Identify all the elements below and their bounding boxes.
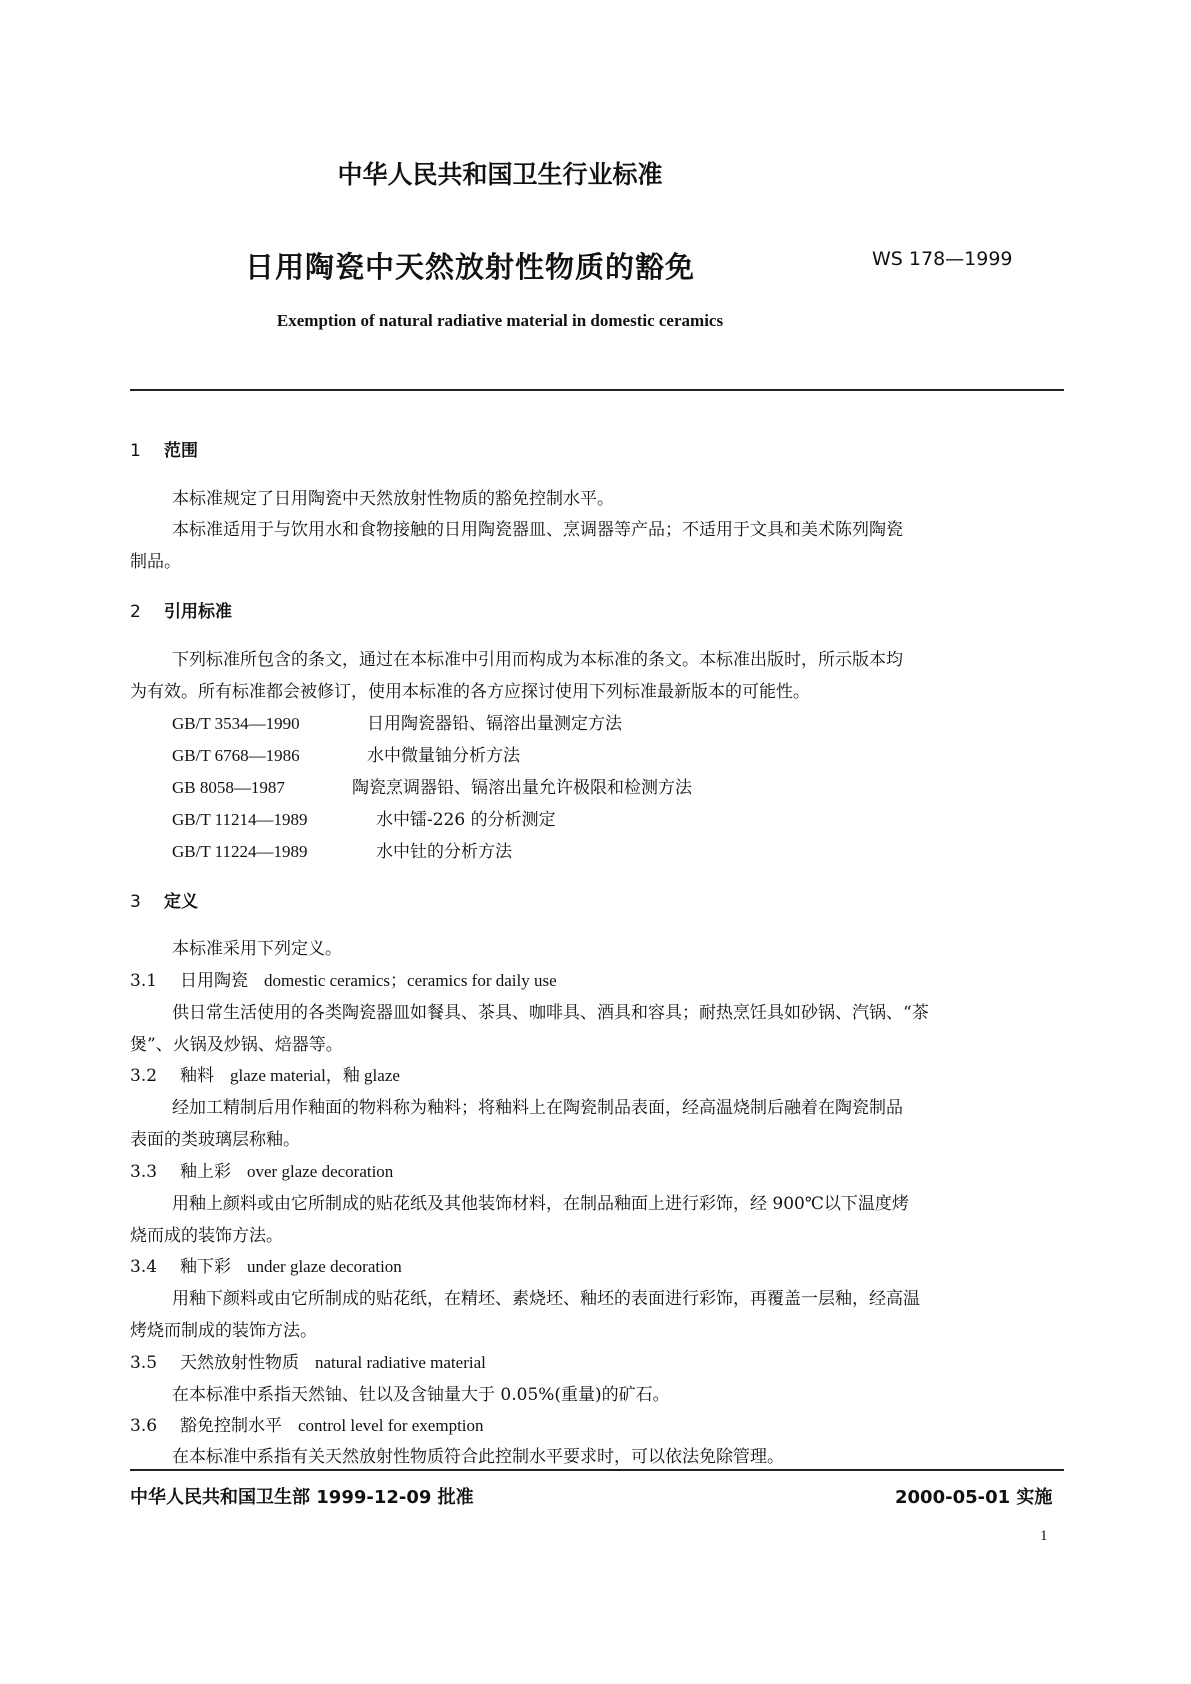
definition-number: 3.5 [130,1353,158,1373]
reference-item [172,805,556,830]
definition-number: 3.6 [130,1416,158,1436]
reference-code: GB/T 11214—1989 [172,810,308,829]
definition-term [130,1348,486,1373]
definition-term [130,1157,393,1182]
paragraph: 为有效。所有标准都会被修订，使用本标准的各方应探讨使用下列标准最新版本的可能性。 [130,682,810,702]
reference-title: 水中微量铀分析方法 [367,746,520,766]
definition-term [130,1061,400,1086]
reference-title: 陶瓷烹调器铅、镉溶出量允许极限和检测方法 [352,778,692,798]
definition-text: 在本标准中系指天然铀、钍以及含铀量大于 0.05%(重量)的矿石。 [172,1385,670,1405]
section-1-heading [130,436,198,461]
definition-text: 表面的类玻璃层称釉。 [130,1130,300,1150]
definition-term [130,1252,402,1277]
term-chinese: 釉上彩 [180,1162,231,1182]
section-number: 2 [130,602,141,622]
document-title-english: Exemption of natural radiative material in domestic ceramics [276,311,724,330]
term-english: glaze material，釉 glaze [230,1066,400,1085]
section-title: 范围 [164,441,198,461]
standard-category-title: 中华人民共和国卫生行业标准 [337,160,663,189]
section-number: 1 [130,441,141,461]
term-english: domestic ceramics；ceramics for daily use [264,971,557,990]
reference-title: 水中镭-226 的分析测定 [376,810,556,830]
reference-code: GB/T 11224—1989 [172,842,308,861]
term-english: control level for exemption [298,1416,484,1435]
paragraph: 本标准适用于与饮用水和食物接触的日用陶瓷器皿、烹调器等产品；不适用于文具和美术陈列陶瓷 [172,520,903,540]
definition-text: 经加工精制后用作釉面的物料称为釉料；将釉料上在陶瓷制品表面，经高温烧制后融着在陶瓷制品 [172,1098,903,1118]
reference-item [172,741,520,766]
definition-number: 3.2 [130,1066,158,1086]
definition-text: 用釉下颜料或由它所制成的贴花纸，在精坯、素烧坯、釉坯的表面进行彩饰，再覆盖一层釉，经高温 [172,1289,920,1309]
reference-item [172,709,622,734]
document-title: 日用陶瓷中天然放射性物质的豁免 [245,250,696,284]
term-chinese: 豁免控制水平 [180,1416,282,1436]
section-3-heading [130,887,198,912]
reference-code: GB/T 3534—1990 [172,714,300,733]
page-number: 1 [1040,1528,1048,1544]
definition-text: 供日常生活使用的各类陶瓷器皿如餐具、茶具、咖啡具、酒具和容具；耐热烹饪具如砂锅、汽锅、“茶 [172,1003,929,1023]
reference-title: 日用陶瓷器铅、镉溶出量测定方法 [367,714,622,734]
effective-date: 2000-05-01 实施 [895,1487,1053,1508]
section-title: 定义 [164,892,198,912]
definition-term [130,1411,484,1436]
section-2-heading [130,597,232,622]
definition-number: 3.1 [130,971,158,991]
reference-code: GB 8058—1987 [172,778,285,797]
term-english: natural radiative material [315,1353,486,1372]
definition-text: 用釉上颜料或由它所制成的贴花纸及其他装饰材料，在制品釉面上进行彩饰，经 900℃以下温度烤 [172,1194,909,1214]
paragraph: 制品。 [130,552,181,572]
approval-statement: 中华人民共和国卫生部 1999-12-09 批准 [130,1487,474,1508]
section-number: 3 [130,892,141,912]
standard-code: WS 178—1999 [872,248,1013,270]
term-english: over glaze decoration [247,1162,394,1181]
definition-number: 3.3 [130,1162,158,1182]
term-chinese: 天然放射性物质 [180,1353,299,1373]
definition-text: 煲”、火锅及炒锅、焙器等。 [130,1035,343,1055]
term-chinese: 釉料 [180,1066,214,1086]
paragraph: 本标准规定了日用陶瓷中天然放射性物质的豁免控制水平。 [172,489,614,509]
reference-code: GB/T 6768—1986 [172,746,300,765]
definition-text: 烤烧而制成的装饰方法。 [130,1321,317,1341]
reference-title: 水中钍的分析方法 [376,842,512,862]
footer-divider [130,1469,1064,1471]
definition-text: 烧而成的装饰方法。 [130,1226,283,1246]
section-title: 引用标准 [164,602,232,622]
paragraph: 本标准采用下列定义。 [172,939,342,959]
paragraph: 下列标准所包含的条文，通过在本标准中引用而构成为本标准的条文。本标准出版时，所示版本均 [172,650,903,670]
term-chinese: 釉下彩 [180,1257,231,1277]
reference-item [172,773,692,798]
term-english: under glaze decoration [247,1257,402,1276]
reference-item [172,837,512,862]
header-divider [130,389,1064,391]
term-chinese: 日用陶瓷 [180,971,248,991]
definition-number: 3.4 [130,1257,158,1277]
definition-text: 在本标准中系指有关天然放射性物质符合此控制水平要求时，可以依法免除管理。 [172,1447,784,1467]
definition-term [130,966,557,991]
